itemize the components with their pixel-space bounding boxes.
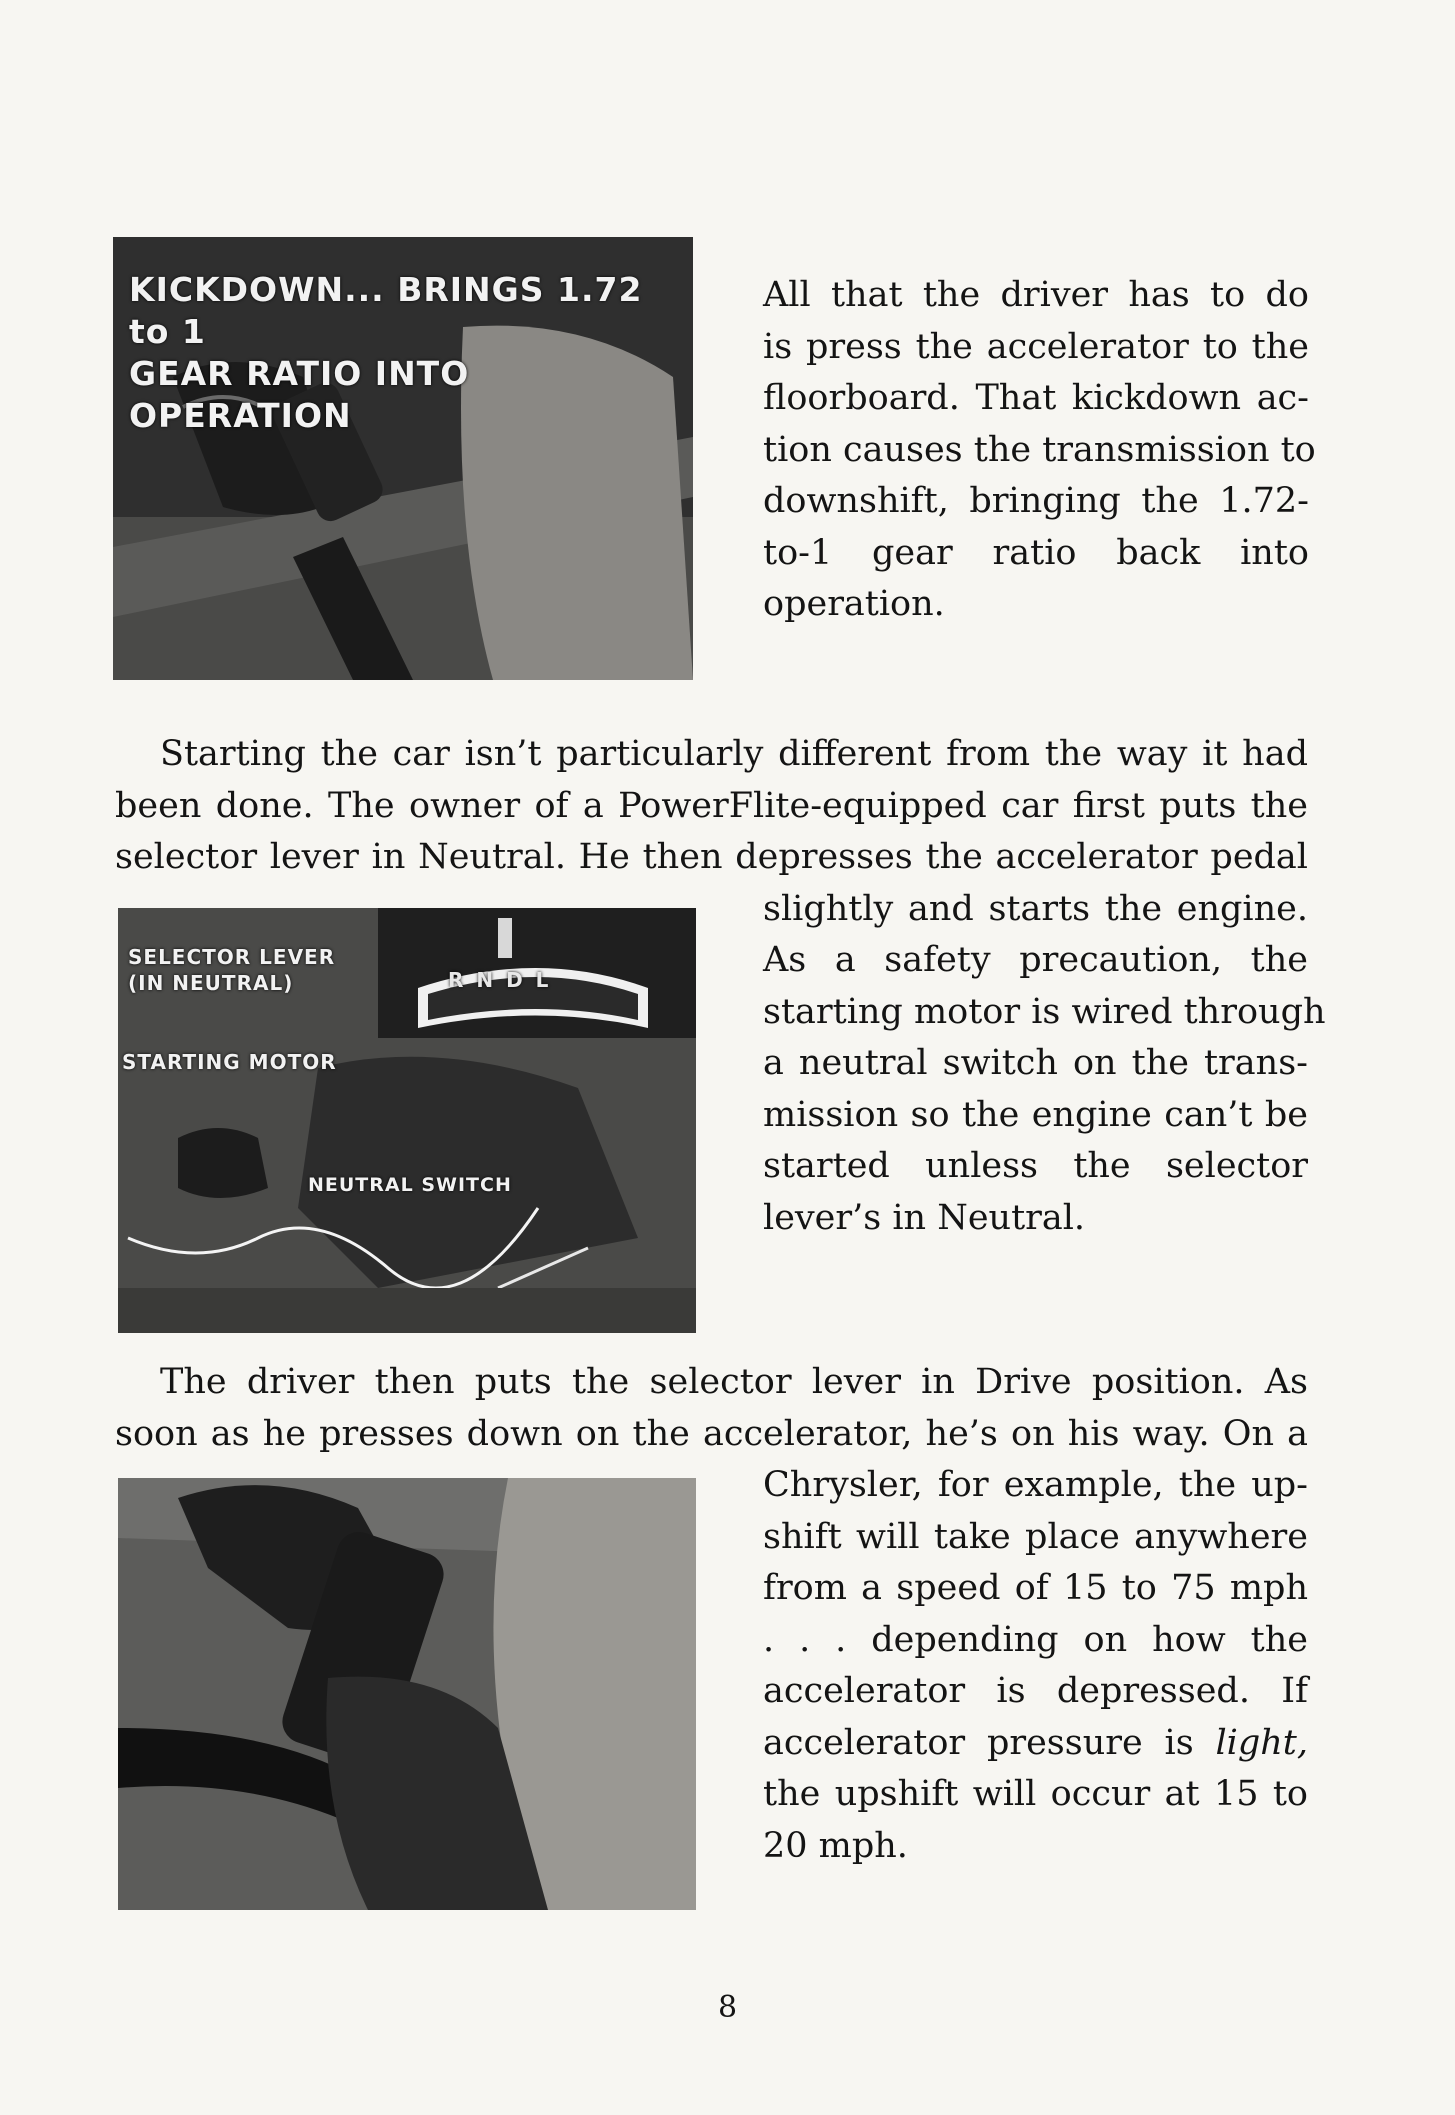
text-line: is press the accelerator to the: [763, 326, 1309, 367]
text-line: operation.: [763, 584, 945, 624]
kickdown-photo: [113, 237, 693, 680]
kickdown-caption: [129, 269, 693, 437]
text-line: slightly and starts the engine.: [763, 888, 1308, 929]
text-line: The driver then puts the selector lever in Drive position. As: [160, 1362, 1308, 1402]
text-line: tion causes the transmission to: [763, 429, 1316, 470]
neutral-switch-label: NEUTRAL SWITCH: [308, 1174, 512, 1196]
text-line-with-emphasis: [763, 1718, 1308, 1770]
text-line: been done. The owner of a PowerFlite-equipped car first puts the: [115, 785, 1308, 826]
text-line: started unless the selector: [763, 1146, 1308, 1186]
text-line: the upshift will occur at 15 to: [763, 1774, 1308, 1814]
text-line: All that the driver has to do: [763, 275, 1309, 315]
selector-label-line1: SELECTOR LEVER: [128, 945, 336, 969]
text-run: accelerator pressure is: [763, 1722, 1216, 1763]
text-line: floorboard. That kickdown ac-: [763, 378, 1309, 418]
text-line: to-1 gear ratio back into: [763, 532, 1309, 573]
paragraph-drive-side: [763, 1460, 1308, 1872]
kickdown-caption-line2: GEAR RATIO INTO OPERATION: [129, 354, 470, 435]
text-line: Starting the car isn’t particularly different from the way it had: [160, 734, 1308, 774]
text-line: downshift, bringing the 1.72-: [763, 481, 1309, 521]
text-line: shift will take place anywhere: [763, 1516, 1308, 1557]
text-line: mission so the engine can’t be: [763, 1094, 1308, 1135]
paragraph-starting-side: [763, 884, 1326, 1245]
text-line: soon as he presses down on the accelerator, he’s on his way. On a: [115, 1413, 1308, 1454]
text-line: accelerator is depressed. If: [763, 1671, 1308, 1711]
paragraph-drive: [115, 1357, 1308, 1872]
text-line: from a speed of 15 to 75 mph: [763, 1568, 1308, 1608]
text-line: starting motor is wired through: [763, 991, 1326, 1032]
text-line: selector lever in Neutral. He then depresses the accelerator pedal: [115, 837, 1308, 877]
text-line: As a safety precaution, the: [763, 940, 1308, 980]
gear-dial-letters: R N D L: [448, 968, 552, 992]
text-line: lever’s in Neutral.: [763, 1197, 1086, 1238]
text-line: . . . depending on how the: [763, 1619, 1308, 1660]
emphasis-light: light,: [1215, 1722, 1308, 1763]
selector-label-line2: (IN NEUTRAL): [128, 971, 294, 995]
paragraph-starting: [115, 729, 1326, 1244]
text-line: 20 mph.: [763, 1825, 908, 1866]
page-number: 8: [717, 1990, 738, 2025]
starting-motor-label: STARTING MOTOR: [122, 1050, 337, 1074]
kickdown-caption-line1: KICKDOWN... BRINGS 1.72 to 1: [129, 270, 643, 351]
text-line: Chrysler, for example, the up-: [763, 1465, 1308, 1505]
text-line: a neutral switch on the trans-: [763, 1043, 1308, 1083]
paragraph-kickdown: [763, 270, 1316, 631]
